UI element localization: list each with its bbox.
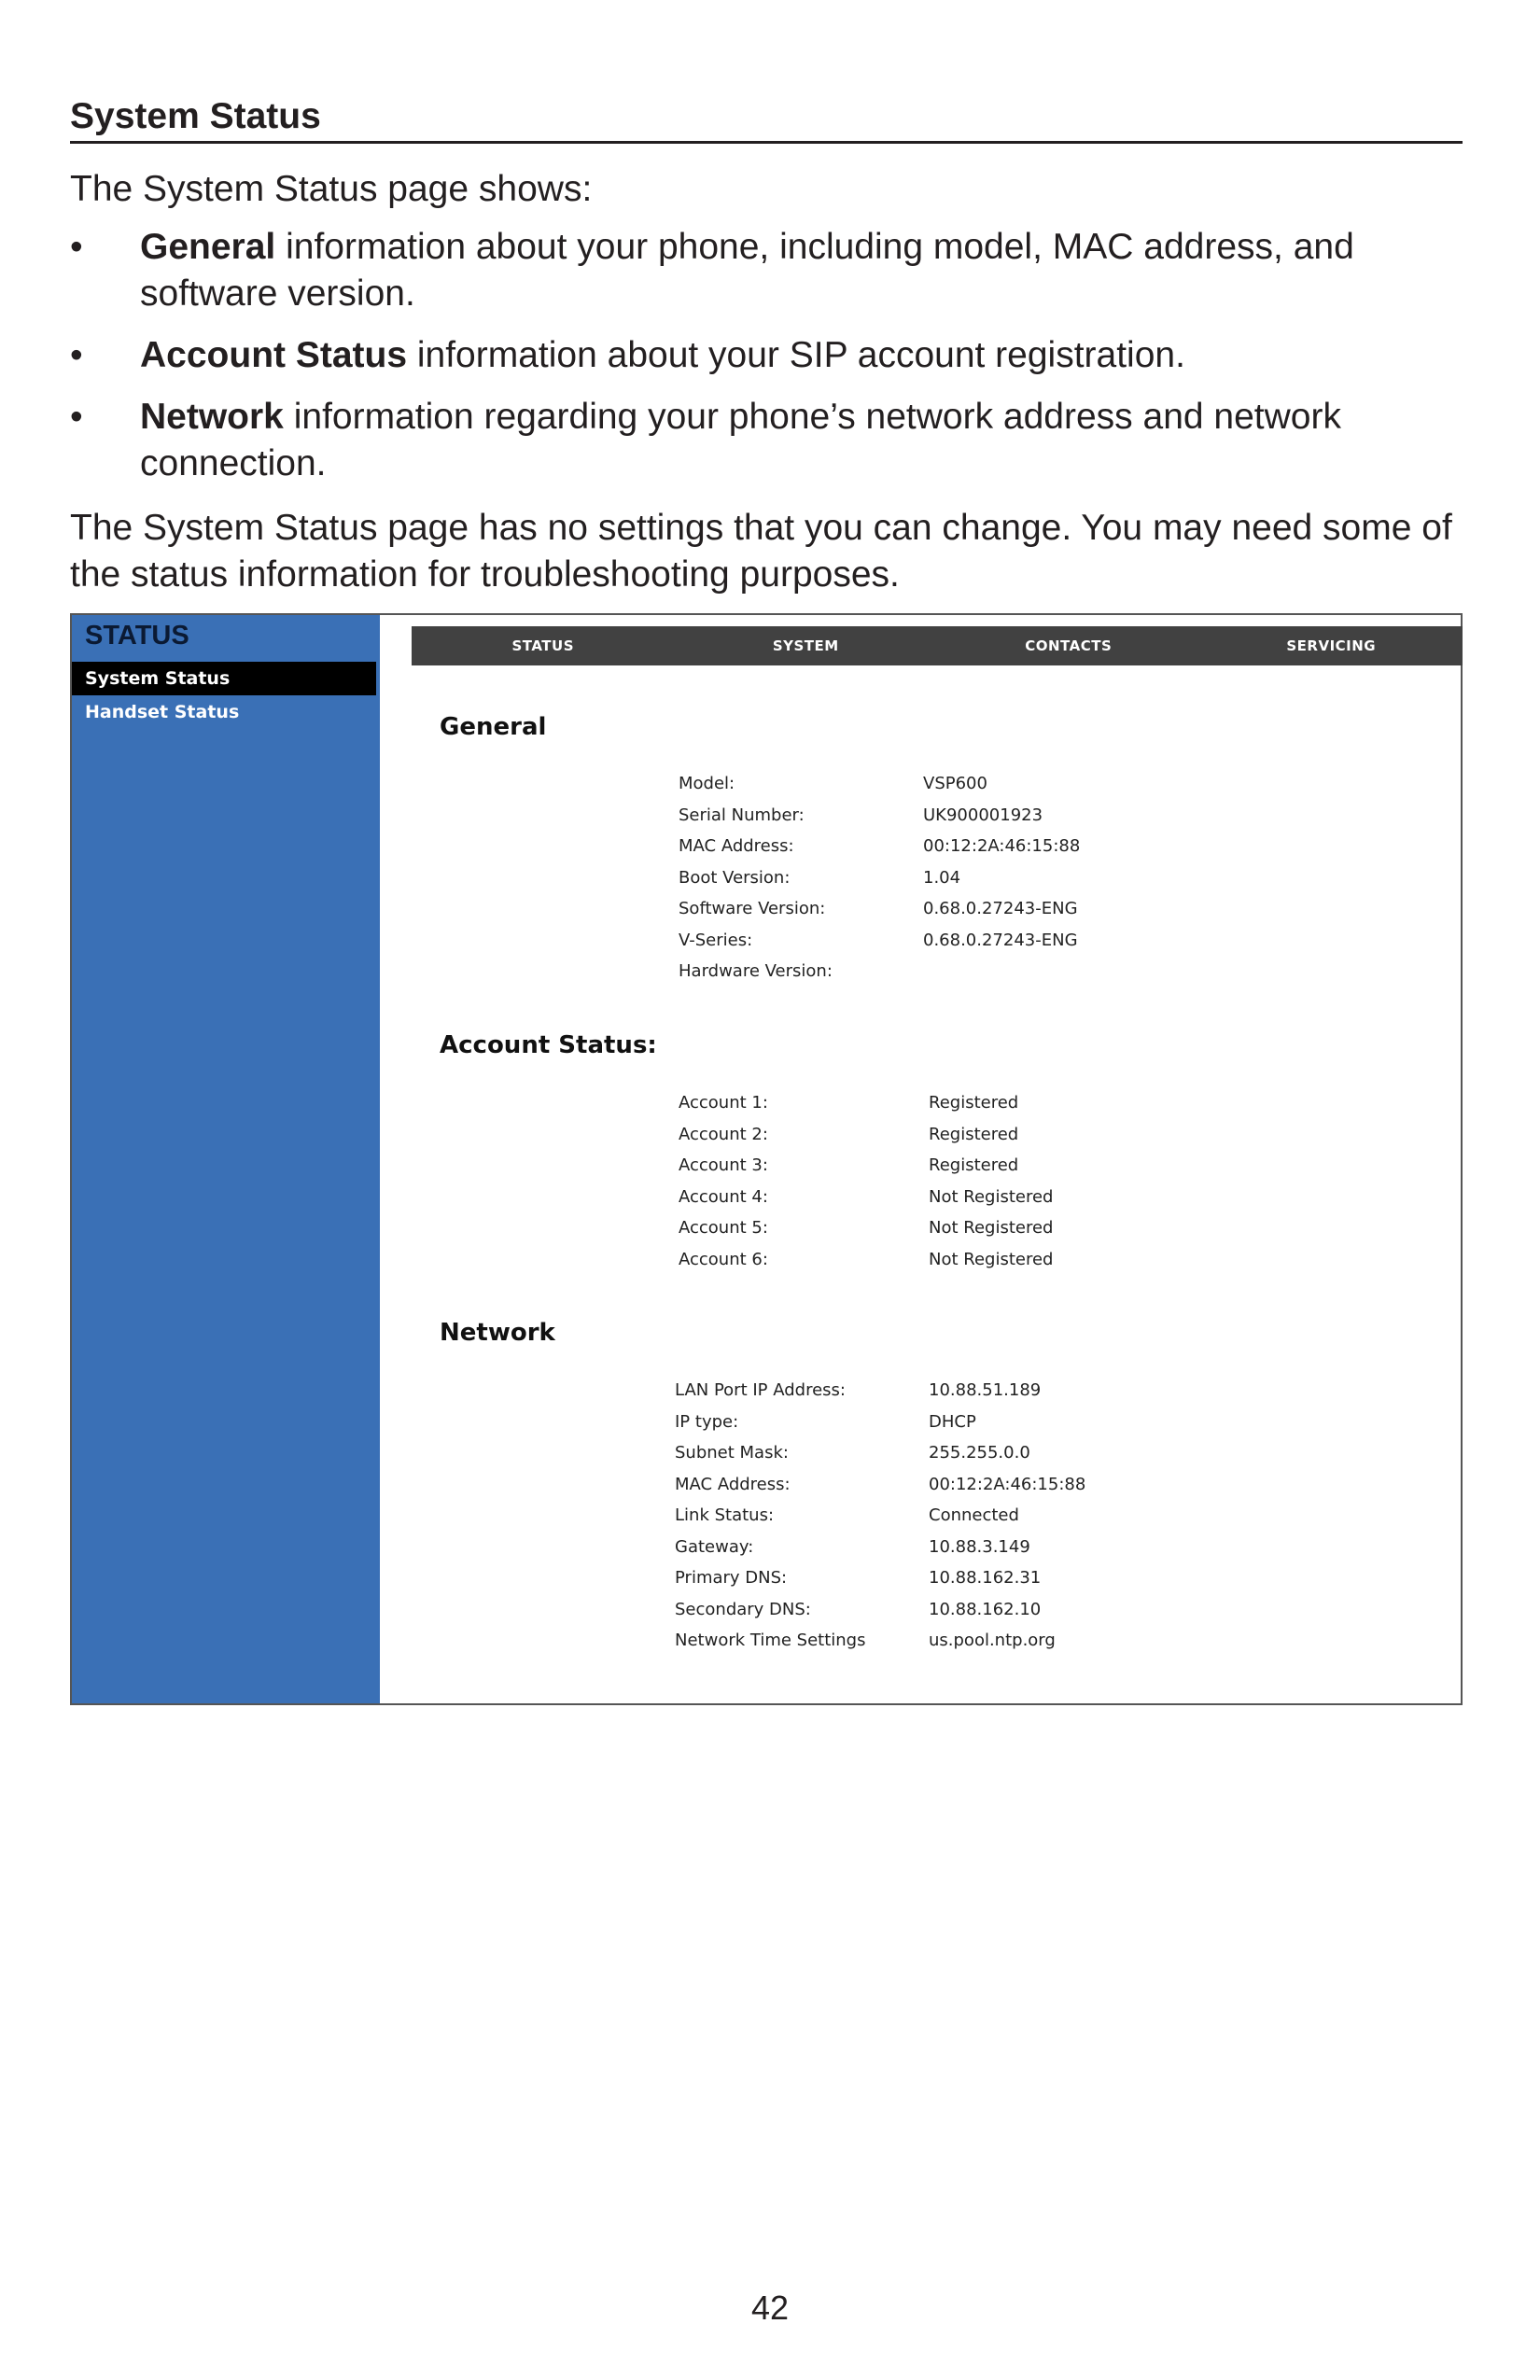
tab-servicing[interactable]: SERVICING (1286, 637, 1377, 654)
network-label: Primary DNS: (675, 1568, 788, 1588)
general-value: VSP600 (923, 774, 987, 793)
general-label: Hardware Version: (679, 961, 833, 981)
network-label: Gateway: (675, 1536, 754, 1557)
general-label: Software Version: (679, 899, 826, 918)
network-value: 10.88.3.149 (929, 1536, 1030, 1557)
network-value: DHCP (929, 1411, 976, 1432)
account-label: Account 6: (679, 1249, 768, 1269)
bullet-item (70, 394, 1470, 487)
network-value: 10.88.162.10 (929, 1599, 1042, 1619)
account-value: Registered (929, 1093, 1019, 1113)
network-value: Connected (929, 1505, 1019, 1525)
account-label: Account 3: (679, 1155, 768, 1175)
general-label: Boot Version: (679, 867, 791, 888)
general-value: UK900001923 (923, 805, 1043, 825)
network-label: LAN Port IP Address: (675, 1380, 846, 1400)
intro-paragraph: The System Status page shows: (70, 169, 593, 209)
general-value: 0.68.0.27243-ENG (923, 930, 1078, 950)
network-label: Subnet Mask: (675, 1443, 789, 1463)
bullet-text: information regarding your phone’s network address and network connection. (140, 397, 1341, 483)
sidebar-title: STATUS (85, 621, 189, 651)
general-value: 00:12:2A:46:15:88 (923, 836, 1081, 856)
top-nav (412, 626, 1463, 665)
network-label: Link Status: (675, 1505, 775, 1525)
general-value: 0.68.0.27243-ENG (923, 899, 1078, 918)
bullet-bold: Network (140, 397, 284, 437)
network-label: Secondary DNS: (675, 1599, 811, 1619)
status-screenshot (70, 613, 1463, 1705)
sidebar (72, 615, 380, 1703)
bullet-dot: • (70, 227, 83, 267)
account-value: Registered (929, 1155, 1019, 1175)
tab-system[interactable]: SYSTEM (772, 637, 839, 654)
general-label: MAC Address: (679, 836, 794, 856)
general-value: 1.04 (923, 867, 961, 888)
account-label: Account 1: (679, 1093, 768, 1113)
account-value: Not Registered (929, 1249, 1054, 1269)
account-value: Not Registered (929, 1218, 1054, 1238)
bullet-text: information about your SIP account registration. (407, 335, 1185, 375)
section-title: System Status (70, 96, 1463, 144)
bullet-item (70, 332, 1470, 379)
bullet-list (70, 224, 1470, 502)
account-value: Not Registered (929, 1186, 1054, 1207)
sidebar-item-system-status[interactable]: System Status (72, 662, 376, 695)
network-value: 10.88.51.189 (929, 1380, 1042, 1400)
network-label: Network Time Settings (675, 1631, 866, 1650)
network-value: us.pool.ntp.org (929, 1631, 1056, 1650)
network-heading: Network (440, 1319, 555, 1347)
closing-paragraph: The System Status page has no settings that you can change. You may need some of the status information for troubleshooting purposes. (70, 508, 1452, 595)
tab-contacts[interactable]: CONTACTS (1025, 637, 1113, 654)
general-label: V-Series: (679, 930, 753, 950)
general-label: Serial Number: (679, 805, 805, 825)
bullet-dot: • (70, 335, 83, 375)
page-number: 42 (750, 2289, 790, 2327)
account-label: Account 2: (679, 1124, 768, 1144)
network-value: 255.255.0.0 (929, 1443, 1030, 1463)
sidebar-item-handset-status[interactable]: Handset Status (85, 702, 240, 722)
account-value: Registered (929, 1124, 1019, 1144)
tab-status[interactable]: STATUS (511, 637, 575, 654)
bullet-bold: General (140, 227, 276, 267)
network-label: MAC Address: (675, 1474, 791, 1494)
general-heading: General (440, 713, 547, 741)
account-label: Account 4: (679, 1186, 768, 1207)
network-value: 10.88.162.31 (929, 1568, 1042, 1588)
bullet-dot: • (70, 397, 83, 437)
bullet-bold: Account Status (140, 335, 408, 375)
account-heading: Account Status: (440, 1031, 657, 1059)
bullet-text: information about your phone, including model, MAC address, and software version. (140, 227, 1354, 314)
bullet-item (70, 224, 1470, 317)
general-label: Model: (679, 774, 735, 793)
network-label: IP type: (675, 1411, 739, 1432)
account-label: Account 5: (679, 1218, 768, 1238)
network-value: 00:12:2A:46:15:88 (929, 1474, 1086, 1494)
